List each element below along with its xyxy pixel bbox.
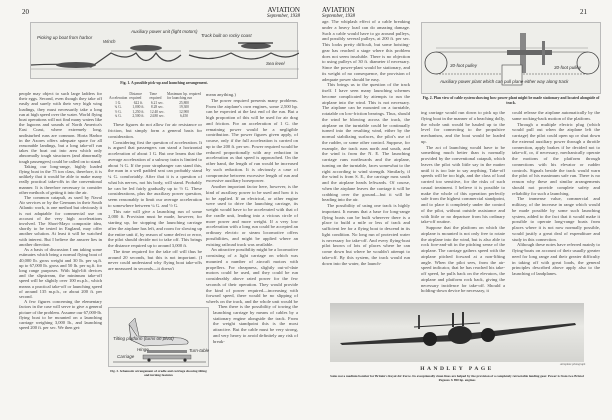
paragraph: The possibility of using one track is highly important. It means that a base for long-range flying boats can be built wherever there is a place to build a mile or less of track and sufficient lee for a flying boat to descend in its light condition. No long run of protected water is necessary for take-off. And every flying-boat pilot knows of lots of places where he can come down but where he wouldn't attempt to take-off. By this system, the track would run down into the water, the launch-	[322, 203, 410, 266]
paragraph: The power required presents many problems. From the airplane's own engines, some 2,500 hp. can be expected at the last end of the run. But a high proportion of this will be used for air drag and friction. For an acceleration of 1 G. the remaining power would be a negligible contribution. The power figures given apply, of course, only if the full acceleration is carried on up to the 200 ft. per sec. Power required would be reduced proportionally with any reduction in acceleration as that speed is approached. On the other hand, the length of run would be increased by such reduction. It is obviously a case of compromise between excessive length of run and excessive auxiliary horsepower.	[206, 97, 298, 184]
fig3-label-hinge: Hinge	[137, 347, 149, 352]
photo-credit: Aeroplane photograph	[560, 363, 586, 366]
fig3-label-turntable: Turn-table	[189, 348, 210, 353]
running-header-right	[322, 6, 355, 19]
paragraph: A few figures concerning the elementary factors in the case will serve to give a general picture of the problem. Assume our 67,000-lb. flying boat to be mounted on a launching carriage weighing 3,000 lb., and launching speed 200 ft. per sec. We then get:	[19, 299, 102, 331]
bomber-aircraft-image	[330, 303, 584, 362]
table-cell: 1 G.	[115, 100, 122, 105]
launch-requirements-table	[108, 92, 202, 118]
fig2-label-pulley-right: 30-foot pulley	[554, 65, 582, 70]
page-number-left: 20	[22, 8, 29, 16]
table-cell: 1,000 ft.	[132, 105, 145, 110]
figure-2-caption: Fig. 2. Plan view of cable system showing how power plant might be made stationary and located alongside of track.	[422, 96, 600, 105]
paragraph: Another important factor here, however, is the kind of auxiliary power to be used and how it is to be applied. If an electrical, or other engine were used to drive the launching carriage, its weight would have to be accelerated with that of the cradle unit, leading into a vicious circle of more power and more weight. If a very low acceleration with a long run could be accepted an ordinary electric or steam locomotive offers possibilities, and might be applied where an existing railroad track was available.	[206, 184, 298, 247]
table-cell: 2,500 ft.	[132, 114, 145, 119]
table-cell: 12.40 sec.	[150, 109, 165, 114]
paragraph: The common catapult, as used by Naval Air services or by the Germans in their South Atlantic work, is one method but obviously it is not adaptable for commercial use on account of the very high accelerations involved. The Short-Mayo composite idea, shortly to be tested in England, may offer another solution. At least it will be watched with interest. But I believe the answer lies in another direction.	[19, 195, 102, 247]
table-header: Maximum hp. required for launching run	[167, 92, 201, 101]
paragraph: mean anything.)	[206, 92, 236, 97]
paragraph: Suppose that the platform on which the airplane is mounted is not only free to rotate the airplane into the wind, but is also able to rock fore-and-aft in the pitching sense of the airplane. The carriage gathers speed with the airplane pitched forward at a non-lifting angle. When the pilot sees, from the air-speed indicator, that he has reached his take-off speed, he pulls back on the elevators, the airplane and platform rock back, giving the necessary incidence for take-off. Should a holding-down device be necessary, it	[421, 225, 505, 294]
paragraph: Considering first the question of acceleration. It is argued that passengers can stand a horizontal acceleration of about 1 G. But one learns that the average acceleration of a subway train is limited to about ⅛ G. If the poor straphanger can stand this, the man in a well padded seat can probably stand ¼ G. comfortably. After that it is a question of what his nerves, not his body, will stand. Probably he can be led fairly gradually up to ½ G. These considerations, plus the auxiliary power question, seem reasonably to limit our average acceleration to somewhere between ¼ G. and ½ G.	[108, 139, 202, 208]
figure-1-caption: Fig. 1. A possible pick-up and launching arrangement.	[120, 81, 208, 85]
paragraph: Then there is the possibility of towing the launching carriage by means of cables by a stationary engine alongside the track. From the weight standpoint this is the most attractive. But the cable must be very strong, and very heavy to avoid definitely any risk of break-	[213, 304, 298, 344]
issue-date: September, 1938	[322, 14, 356, 19]
paragraph: age. The whiplash effect of a cable breaking under a heavy load can do amazing damage. Such a cable would have to go around pulleys, and possibly several pulleys, at 200 ft. per sec. This looks pretty difficult, but some hoisting-gear has reached a stage where this problem does not seem insoluble. There is no objection to using pulleys of 30 ft. diameter if necessary. Since the power-plant would be stationary, and its weight of no consequence, the provision of adequate power should be easy.	[322, 19, 410, 82]
fig3-label-carriage: Carriage	[117, 354, 135, 359]
table-cell: 19,300	[179, 105, 189, 110]
table-cell: 1,250 ft.	[132, 109, 145, 114]
fig1-label-pickup: Picking up boat from harbor	[37, 35, 93, 40]
figure-3-caption: Fig. 3. Schematic arrangement of cradle and carriage showing tilting and turning features	[110, 369, 207, 377]
paragraph: The time required for the take off will thus be around 20 seconds, but this is not important. (I never could understand why flying boat take-offs are measured in seconds—it doesn't	[108, 248, 202, 272]
page-number-right: 21	[580, 8, 587, 16]
table-cell: ¼ G.	[114, 114, 122, 119]
fig3-label-platform: Tilting platform (turns on pivot)	[113, 336, 174, 341]
photo-title: HANDLEY PAGE	[420, 366, 494, 372]
table-header: Distance required	[129, 92, 142, 101]
table-cell: ¾ G.	[114, 105, 122, 110]
handley-page-photo	[330, 303, 584, 362]
table-cell: 6,450	[179, 114, 189, 119]
fig1-label-aux-power: Auxiliary power unit (light motors)	[131, 29, 198, 34]
right-page-column-3	[512, 110, 600, 302]
figure-1-pickup-launching	[30, 22, 298, 79]
table-header: Acceleration	[109, 96, 128, 101]
left-page-column-3a	[206, 92, 298, 304]
issue-date: September, 1938	[266, 14, 300, 19]
photo-caption: Sales not a medium bomber for Britain's Royal Air Force. Its exceptionally clean lines are helped by the provision of a completely retractable landing gear. Power is from two Bristol Pegasus X 890 hp. engines	[330, 374, 584, 383]
left-page-column-1	[19, 91, 102, 416]
paragraph: ing carriage would run down to pick up the flying boat in the manner of a beaching dolly, the whole unit would be hauled up to the level for connecting to the propulsive mechanism, and the boat would be loaded up.	[421, 110, 505, 144]
fig1-label-winch: Winch	[103, 39, 116, 44]
paragraph: could release the airplane automatically by the same rocking-back motion of the platform.	[512, 110, 600, 121]
right-page-column-2	[421, 110, 505, 302]
paragraph: The act of launching would have to be something much better than is normally provided by the conventional catapult, which leaves the pilot with little say in the matter until it is too late to say anything. Take-off speeds will be too high, and the class of load carried too sensitive, for the risks of such casual treatment. I believe it is possible to make the whole of this operation perfectly safe from the highest commercial standpoint, and to place it completely under the control of the pilot, without outside assistance and with little or no departure from his ordinary take-off routine.	[421, 144, 505, 225]
fig2-label-pulley-left: 30-foot pulley	[450, 63, 478, 68]
fig1-label-sea-level: Sea level	[266, 61, 285, 66]
paragraph: Through a multiple electric plug (which would pull out when the airplane left the carriage) the pilot could open up or shut down the external auxiliary power through a throttle connection, apply brakes if he decided not to take-off, or, if necessary, mechanically operate the motions of the platform through connections with his elevator or rudder controls. Signals beside the track would warn the pilot of his maximum safe run. There is no reason why these and similar arrangements should not provide complete safety and reliability for such a launching.	[512, 121, 600, 196]
right-page-column-1	[322, 19, 410, 301]
paragraph: people may object to such large ladders for their eggs. Second, even though they take off easily and surely with their very high wing loadings, they must necessarily take a long run at high speed over the water. World flying boat operations will not find many waters like the lagoons and sounds of North America's East Coast, where extremely long, undisturbed runs are common. Horta Harbor in the Azores offers adequate space for all reasonable landings, but a long take-off run takes the boat out into area which only abnormally tough structures (and abnormally tough passengers) could be called on to stand.	[19, 91, 102, 164]
table-cell: 12,900	[179, 109, 189, 114]
fig2-label-power-plant: Auxiliary power plant which can pull plane either way along track	[440, 79, 569, 84]
magazine-title: AVIATION	[267, 6, 300, 14]
fig1-label-track: Track built on rocky coast	[201, 33, 252, 38]
cable-system-diagram	[422, 23, 602, 95]
table-cell: ½ G.	[114, 109, 122, 114]
figure-2-cable-system	[421, 22, 601, 94]
table-header: Time required	[149, 92, 162, 101]
left-page-column-2	[108, 92, 202, 304]
table-cell: 6.21 sec.	[150, 100, 164, 105]
paragraph: An attractive possibility might be a locomotive consisting of a light carriage on which was mounted a number of aircraft motors with propellers. For cheapness, slightly out-of-date motors could be used, and they could be run considerably above rated power for the few seconds of their operation. They would provide the kind of power required—increasing with forward speed, there would be no slipping of wheels on the track, and the whole unit would be	[206, 247, 298, 304]
table-cell: 622 ft.	[133, 100, 144, 105]
paragraph: This brings us to the question of the track itself. I have seen many launching schemes become complicated by attempts to run the airplane into the wind. This is not necessary. The airplane can be mounted on a turntable, rotatable on low-friction bearings. Thus, should the wind be blowing across the track, the airplane on the turntable could be continually turned into the resulting wind, either by the normal stabilizing surfaces, the pilot's use of the rudder, or some other control. Suppose, for example, the track runs north and south, and the wind is from the N. E. The launching carriage runs northwards and the airplane, turning on the turntable, faces somewhat to the right according to wind strength. Similarly, if the wind is from S. E., the carriage runs south and the airplane heads leftwards. Of course, when the airplane leaves the carriage it will be crabbing over the ground—but it will be heading into the air.	[322, 82, 410, 203]
pickup-launching-diagram	[31, 23, 299, 80]
table-row	[108, 114, 202, 118]
paragraph: This rate will give a launching run of some 2,000 ft. Provision must be made, however, for starting up, for stopping the launching carriage after the airplane has left, and room for slowing up the entire unit if, by reason of some defect or error, the pilot should decide not to take off. This brings the distance required up to around 3,000 ft.	[108, 208, 202, 249]
table-cell: 8.28 sec.	[150, 105, 164, 110]
magazine-title: AVIATION	[322, 6, 355, 14]
cradle-carriage-diagram	[109, 308, 210, 368]
left-page-column-3b	[213, 304, 298, 379]
paragraph: The immense value, commercial and military, of the increase in range which would be made possible by some such launching system, added to the fact that it would make it possible to operate long-range boats from places where it is not now normally possible, would justify a great deal of expenditure and study in this connection.	[512, 196, 600, 242]
table-cell: 25,800	[179, 100, 189, 105]
paragraph: As a basis of discussion I am taking some estimates which bring a normal flying boat of 40,000 lb. gross weight and 30 lb. per sq.ft. up to 67,000 lb. gross and 50 lb. per sq.ft. for long range purposes. With high-lift devices and the slipstream, the minimum take-off speed will be slightly over 100 m.p.h., which means a practical take-off or launching speed of around 135 m.p.h., or about 200 ft. per second.	[19, 247, 102, 299]
table-cell: 24.80 sec.	[150, 114, 165, 119]
running-header-left	[240, 6, 300, 19]
paragraph: Taking our long-range, highly loaded flying boat in the 75 ton class, therefore, it is unlikely that it would be able to make many really practical take-offs in the conventional manner. It is therefore necessary to consider other methods of getting it into the air.	[19, 163, 102, 195]
paragraph: These figures do not allow for air resistance or friction, but simply form a general basis for consideration.	[108, 122, 202, 139]
paragraph: Although these notes have referred mainly to flying-boats on account of their usually greater need for long range and their greater difficulty in taking off with great loads, the general principles described above apply also to the launching of landplanes.	[512, 242, 600, 276]
figure-3-cradle-carriage	[108, 307, 209, 367]
